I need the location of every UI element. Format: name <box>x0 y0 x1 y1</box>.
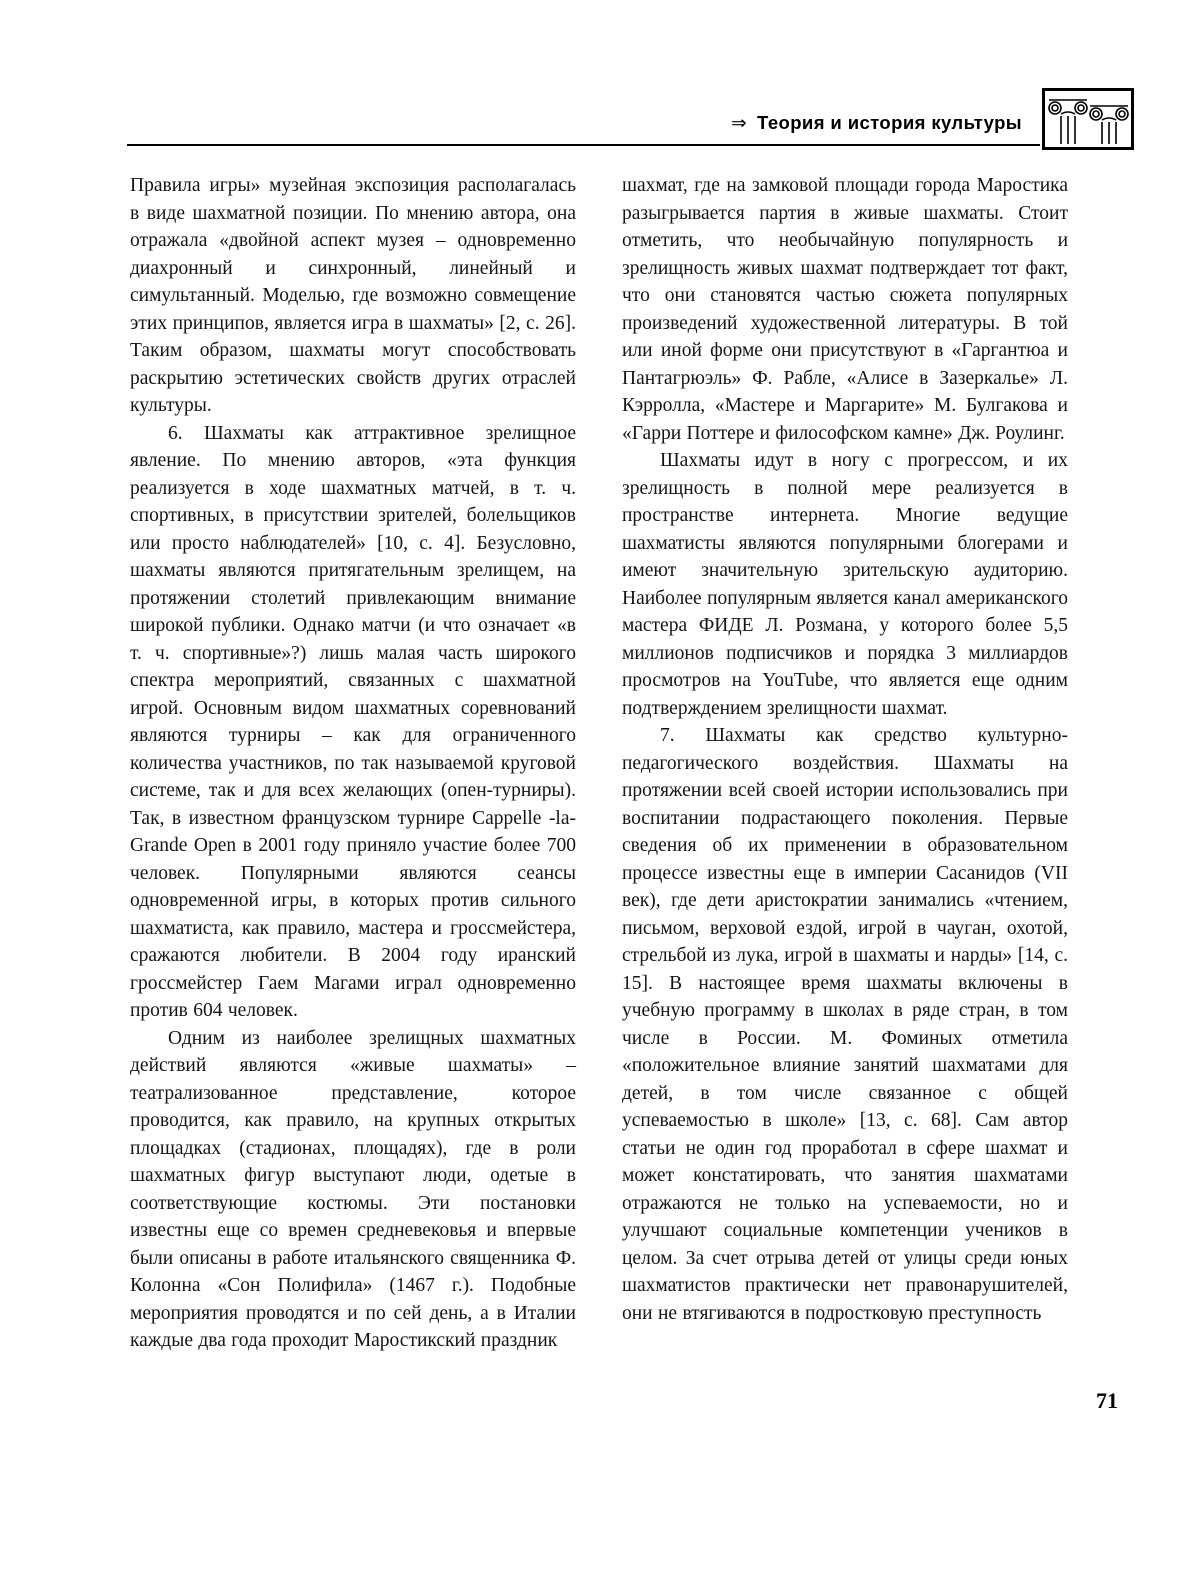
header-rule <box>127 144 1040 146</box>
two-column-body <box>130 172 1068 1355</box>
classical-columns-icon <box>1042 88 1134 150</box>
running-head <box>731 112 1022 134</box>
paragraph: Правила игры» музейная экспозиция располагалась в виде шахматной позиции. По мнению автора, она отражала «двойной аспект музея – одновременно диахронный и синхронный, линейный и симультанный. Моделью, где возможно совмещение этих принципов, является игра в шахматы» [2, с. 26]. Таким образом, шахматы могут способствовать раскрытию эстетических свойств других отраслей культуры. <box>130 175 576 416</box>
paragraph: шахмат, где на замковой площади города Маростика разыгрывается партия в живые шахматы. Стоит отметить, что необычайную популярность и зрелищность живых шахмат подтверждает тот факт, что они становятся частью сюжета популярных произведений художественной литературы. В той или иной форме они присутствуют в «Гаргантюа и Пантагрюэль» Ф. Рабле, «Алисе в Зазеркалье» Л. Кэрролла, «Мастере и Маргарите» М. Булгакова и «Гарри Поттере и философском камне» Дж. Роулинг. <box>622 175 1068 444</box>
paragraph: 6. Шахматы как аттрактивное зрелищное явление. По мнению авторов, «эта функция реализуется в ходе шахматных матчей, в т. ч. спортивных, в присутствии зрителей, болельщиков или просто наблюдателей» [10, с. 4]. Безусловно, шахматы являются притягательным зрелищем, на протяжении столетий привлекающим внимание широкой публики. Однако матчи (и что означает «в т. ч. спортивные»?) лишь малая часть широкого спектра мероприятий, связанных с шахматной игрой. Основным видом шахматных соревнований являются турниры – как для ограниченного количества участников, по так называемой круговой системе, так и для всех желающих (опен-турниры). Так, в известном французском турнире Cappelle -la-Grande Open в 2001 году приняло участие более 700 человек. Популярными являются сеансы одновременной игры, в которых против сильного шахматиста, как правило, мастера и гроссмейстера, сражаются любители. В 2004 году иранский гроссмейстер Гаем Магами играл одновременно против 604 человек. <box>130 422 576 1021</box>
paragraph: Шахматы идут в ногу с прогрессом, и их зрелищность в полной мере реализуется в пространстве интернета. Многие ведущие шахматисты являются популярными блогерами и имеют значительную зрительскую аудиторию. Наиболее популярным является канал американского мастера ФИДЕ Л. Розмана, у которого более 5,5 миллионов подписчиков и порядка 3 миллиардов просмотров на YouTube, что является еще одним подтверждением зрелищности шахмат. <box>622 450 1068 719</box>
left-column <box>130 172 576 1355</box>
right-column <box>622 172 1068 1355</box>
page-number: 71 <box>1096 1388 1118 1413</box>
arrow-icon: ⇒ <box>731 112 748 133</box>
paragraph: Одним из наиболее зрелищных шахматных действий являются «живые шахматы» – театрализованное представление, которое проводится, как правило, на крупных открытых площадках (стадионах, площадях), где в роли шахматных фигур выступают люди, одетые в соответствующие костюмы. Эти постановки известны еще со времен средневековья и впервые были описаны в работе итальянского священника Ф. Колонна «Сон Полифила» (1467 г.). Подобные мероприятия проводятся и по сей день, а в Италии каждые два года проходит Маростикский праздник <box>130 1027 576 1351</box>
paragraph: 7. Шахматы как средство культурно-педагогического воздействия. Шахматы на протяжении всей своей истории использовались при воспитании подрастающего поколения. Первые сведения об их применении в образовательном процессе известны еще в империи Сасанидов (VII век), где дети аристократии занимались «чтением, письмом, верховой ездой, игрой в чауган, охотой, стрельбой из лука, игрой в шахматы и нарды» [14, с. 15]. В настоящее время шахматы включены в учебную программу в школах в ряде стран, в том числе в России. М. Фоминых отметила «положительное влияние занятий шахматами для детей, в том числе связанное с общей успеваемостью в школе» [13, с. 68]. Сам автор статьи не один год проработал в сфере шахмат и может констатировать, что занятия шахматами отражаются не только на успеваемости, но и улучшают социальные компетенции учеников в целом. За счет отрыва детей от улицы среди юных шахматистов практически нет правонарушителей, они не втягиваются в подростковую преступность <box>622 725 1068 1324</box>
section-title: Теория и история культуры <box>757 112 1022 133</box>
